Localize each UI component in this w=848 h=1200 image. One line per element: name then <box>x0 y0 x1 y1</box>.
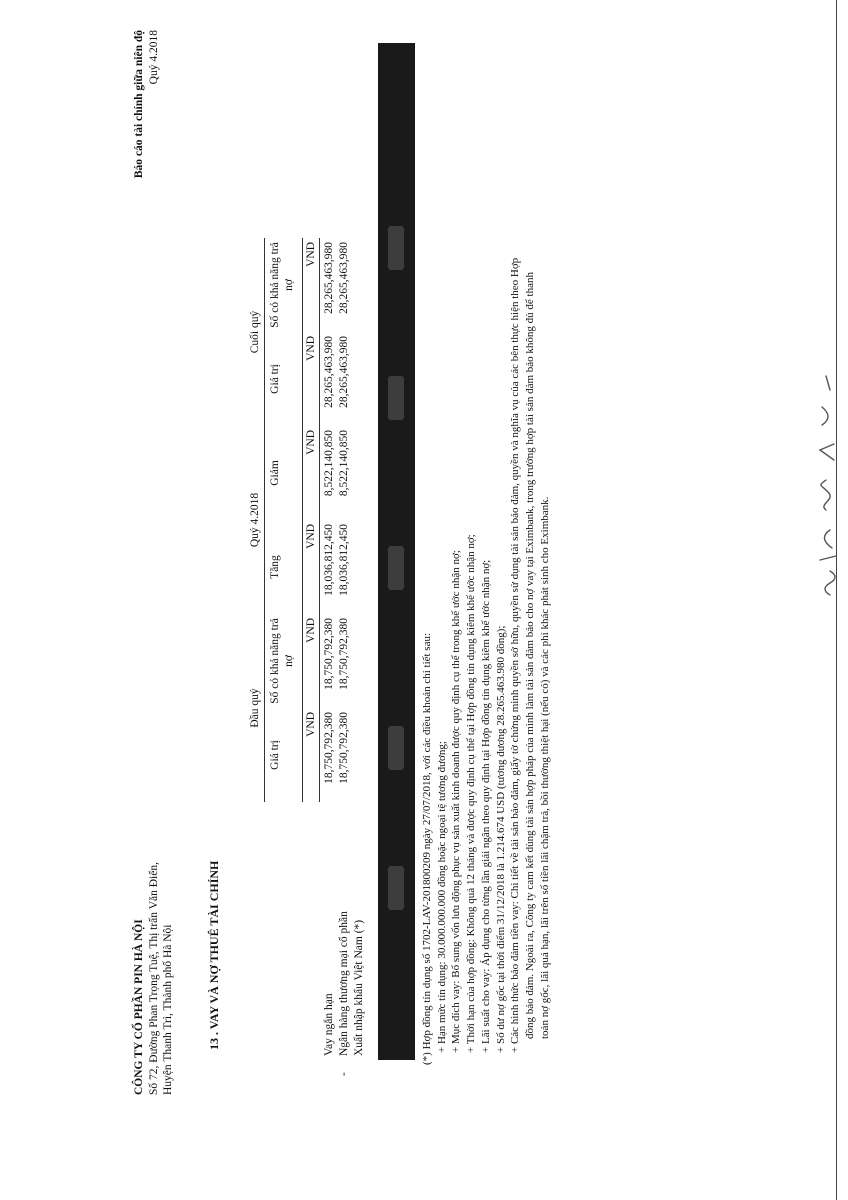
note-item: + Các hình thức bảo đảm tiền vay: Chi tiết về tài sản bảo đảm, giấy tờ chứng minh quyền sở hữu, quyền sử dụng tài sản bảo đảm, quyền và nghĩa vụ của các bên thực hiện theo Hợp <box>509 257 522 1053</box>
cell-opening-value: 18,750,792,380 <box>323 712 336 784</box>
scan-mark <box>388 376 404 420</box>
scan-mark <box>388 726 404 770</box>
cell-decrease: 8,522,140,850 <box>338 430 351 497</box>
cell-closing-repay: 28,265,463,980 <box>323 242 336 314</box>
group-opening: Đầu quý <box>248 614 264 802</box>
company-address-line1: Số 72, Đường Phan Trọng Tuệ, Thị trấn Văn Điển, <box>147 862 160 1095</box>
group-quarter: Quý 4.2018 <box>248 426 264 614</box>
scan-mark <box>388 226 404 270</box>
row-label-line2: Xuất nhập khẩu Việt Nam (*) <box>352 919 365 1056</box>
company-address-line2: Huyện Thanh Trì, Thành phố Hà Nội <box>162 924 175 1095</box>
table-group-header-row <box>248 238 264 1060</box>
unit-label: VND <box>302 520 320 614</box>
col-decrease: Giảm <box>264 426 302 520</box>
table-unit-row <box>302 238 320 1060</box>
cell-opening-repay: 18,750,792,380 <box>338 618 351 690</box>
note-item: + Hạn mức tín dụng: 30.000.000.000 đồng hoặc ngoại tệ tương đương; <box>435 741 448 1053</box>
table-row-short-term-loans <box>320 238 337 1060</box>
report-header <box>132 30 161 178</box>
scan-mark <box>388 546 404 590</box>
note-intro: (*) Hợp đồng tín dụng số 1702-LAV-201800209 ngày 27/07/2018, với các điều khoản chi tiết sau: <box>421 632 433 1065</box>
table-row-eximbank <box>337 238 366 1060</box>
group-closing: Cuối quý <box>248 238 264 426</box>
unit-label: VND <box>302 708 320 802</box>
cell-opening-value: 18,750,792,380 <box>338 712 351 784</box>
cell-closing-value: 28,265,463,980 <box>323 336 336 408</box>
section-title: 13 . VAY VÀ NỢ THUÊ TÀI CHÍNH <box>207 860 221 1050</box>
scan-mark <box>388 866 404 910</box>
loan-notes <box>420 20 553 1065</box>
row-label <box>337 802 366 1076</box>
company-name: CÔNG TY CỔ PHẦN PIN HÀ NỘI <box>133 919 145 1095</box>
report-period: Quý 4.2018 <box>147 30 160 85</box>
note-item: + Mục đích vay: Bổ sung vốn lưu động phục vụ sản xuất kinh doanh được quy định cụ thể trong khế ước nhận nợ; <box>450 550 463 1053</box>
row-label-line1: Ngân hàng thương mại cổ phần <box>338 911 351 1056</box>
unit-label: VND <box>302 614 320 708</box>
note-item-continued: toán nợ gốc, lãi quá hạn, lãi trên số tiền lãi chậm trả, bồi thường thiệt hại (nếu có) và các phí khác phát sinh cho Eximbank. <box>538 496 551 1039</box>
col-increase: Tăng <box>264 520 302 614</box>
note-item: + Số dư nợ gốc tại thời điểm 31/12/2018 là 1.214.674 USD (tương đương 28.265.463.980 đồng); <box>494 625 507 1053</box>
unit-label: VND <box>302 238 320 332</box>
page-edge-line <box>836 0 837 1200</box>
unit-label: VND <box>302 426 320 520</box>
cell-increase: 18,036,812,450 <box>338 524 351 596</box>
note-item: + Thời hạn của hợp đồng: Không quá 12 tháng và được quy định cụ thể tại Hợp đồng tín dụng kiêm khế ước nhận nợ; <box>465 534 478 1053</box>
cell-opening-repay: 18,750,792,380 <box>323 618 336 690</box>
row-label: Vay ngắn hạn <box>323 993 336 1056</box>
table-column-header-row <box>264 238 302 1060</box>
col-opening-value: Giá trị <box>264 708 302 802</box>
loans-table <box>248 238 367 1076</box>
cell-closing-value: 28,265,463,980 <box>338 336 351 408</box>
redaction-bar <box>378 43 415 1060</box>
col-opening-repay: Số có khả năng trả nợ <box>264 614 302 708</box>
unit-label: VND <box>302 332 320 426</box>
cell-closing-repay: 28,265,463,980 <box>338 242 351 314</box>
note-item: + Lãi suất cho vay: Áp dụng cho từng lần giải ngân theo quy định tại Hợp đồng tín dụng kiêm khế ước nhận nợ; <box>479 559 492 1053</box>
note-item-continued: đồng bảo đảm. Ngoài ra, Công ty cam kết dùng tài sản hợp pháp của mình làm tài sản đảm bảo cho nợ vay tại Eximbank, trong trường hợp tài sản đảm bảo không đủ để thanh <box>524 272 537 1039</box>
report-title: Báo cáo tài chính giữa niên độ <box>133 30 145 179</box>
cell-decrease: 8,522,140,850 <box>323 430 336 497</box>
row-dash: - <box>338 1072 351 1076</box>
col-closing-repay: Số có khả năng trả nợ <box>264 238 302 332</box>
handwritten-mark <box>812 360 842 600</box>
col-closing-value: Giá trị <box>264 332 302 426</box>
company-header <box>132 862 176 1095</box>
cell-increase: 18,036,812,450 <box>323 524 336 596</box>
